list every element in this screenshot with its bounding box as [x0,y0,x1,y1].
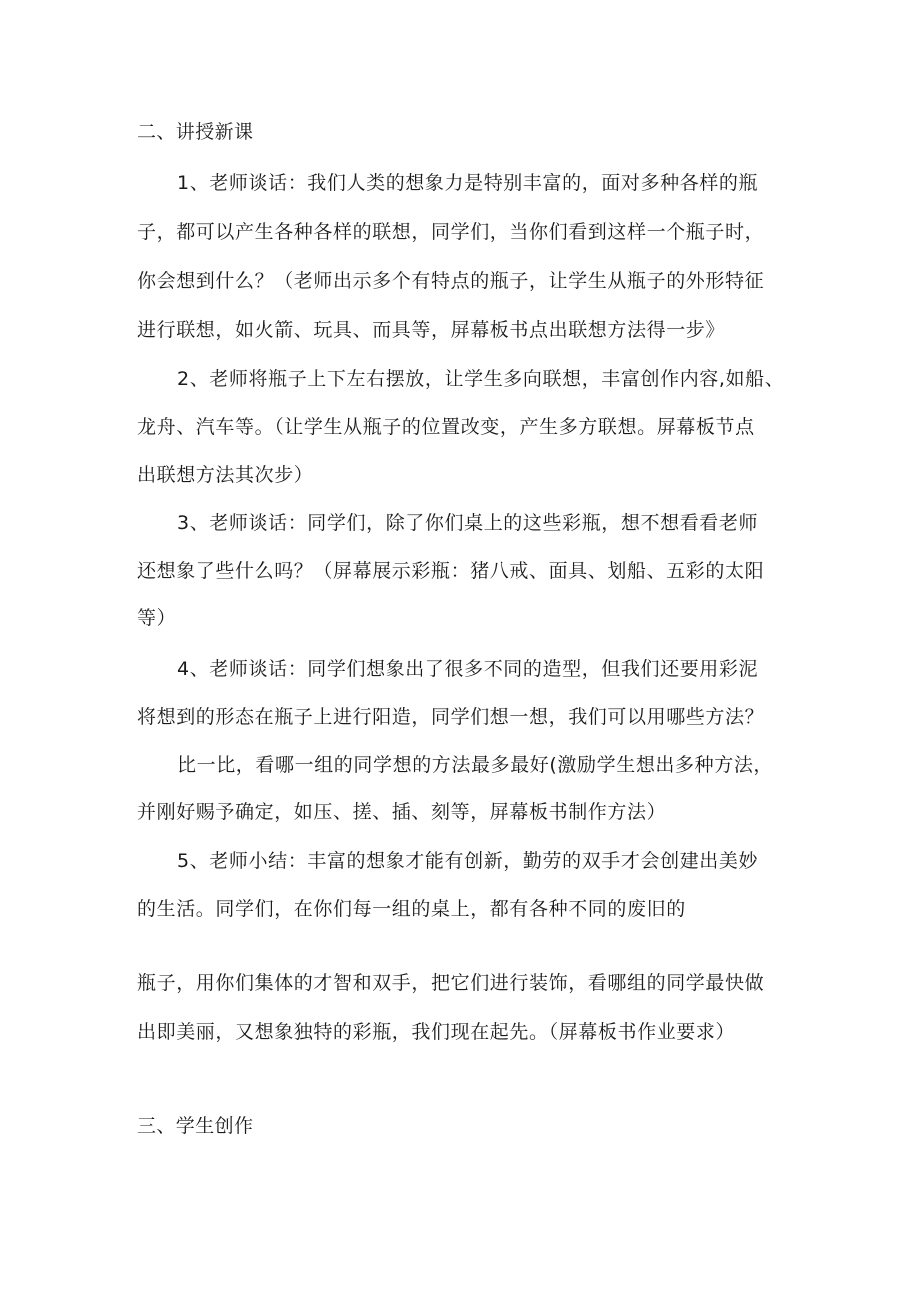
paragraph-2-line-1: 2、老师将瓶子上下左右摆放，让学生多向联想，丰富创作内容,如船、 [177,368,785,390]
paragraph-2-line-2: 龙舟、汽车等。（让学生从瓶子的位置改变，产生多方联想。屏幕板节点 [137,416,755,438]
paragraph-6-line-2: 的生活。同学们，在你们每一组的桌上，都有各种不同的废旧的 [137,898,686,920]
paragraph-1-line-1: 1、老师谈话：我们人类的想象力是特别丰富的，面对多种各样的瓶 [177,172,759,194]
paragraph-7-line-2: 出即美丽，又想象独特的彩瓶，我们现在起先。（屏幕板书作业要求） [137,1021,736,1043]
section-heading-2: 二、讲授新课 [137,121,254,143]
paragraph-5-line-2: 并刚好赐予确定，如压、搓、插、刻等，屏幕板书制作方法） [137,801,667,823]
paragraph-4-line-2: 将想到的形态在瓶子上进行阳造，同学们想一想，我们可以用哪些方法？ [137,706,765,728]
paragraph-2-line-3: 出联想方法其次步） [137,464,314,486]
paragraph-4-line-1: 4、老师谈话：同学们想象出了很多不同的造型，但我们还要用彩泥 [177,658,759,680]
paragraph-3-line-1: 3、老师谈话：同学们，除了你们桌上的这些彩瓶，想不想看看老师 [177,512,759,534]
paragraph-1-line-3: 你会想到什么？（老师出示多个有特点的瓶子，让学生从瓶子的外形特征 [137,270,765,292]
paragraph-6-line-1: 5、老师小结：丰富的想象才能有创新，勤劳的双手才会创建出美妙 [177,850,759,872]
paragraph-1-line-2: 子，都可以产生各种各样的联想，同学们，当你们看到这样一个瓶子时， [137,221,765,243]
paragraph-3-line-2: 还想象了些什么吗？（屏幕展示彩瓶：猪八戒、面具、划船、五彩的太阳 [137,560,765,582]
paragraph-7-line-1: 瓶子，用你们集体的才智和双手，把它们进行装饰，看哪组的同学最快做 [137,972,765,994]
paragraph-1-line-4: 进行联想，如火箭、玩具、而具等，屏幕板书点出联想方法得一步》 [137,319,726,341]
paragraph-5-line-1: 比一比，看哪一组的同学想的方法最多最好(激励学生想出多种方法， [177,754,774,776]
section-heading-3: 三、学生创作 [137,1115,254,1137]
paragraph-3-line-3: 等） [137,607,177,629]
